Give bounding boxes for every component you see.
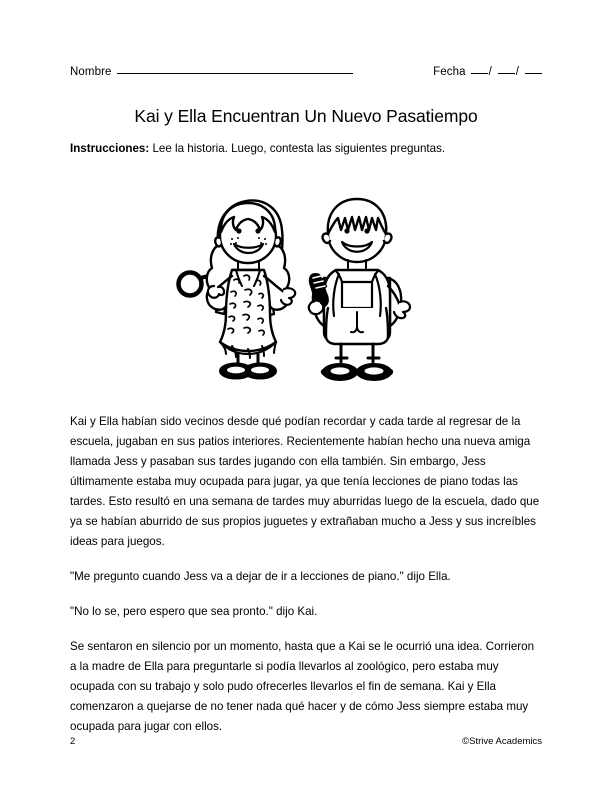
- page-number: 2: [70, 736, 76, 747]
- date-separator-2: /: [515, 66, 519, 78]
- story-paragraph-1: Kai y Ella habían sido vecinos desde qué podían recordar y cada tarde al regresar de la escuela, jugaban en sus patios interiores. Recientemente habían hecho una nueva amiga llamada Jess y pasaban sus tardes jugando con ella también. Sin embargo, Jess últimamente estaba muy ocupada para jugar, ya que tenía lecciones de piano todas las tardes. Esto resultó en una semana de tardes muy aburridas luego de la escuela, dado que ya se habían aburrido de sus propios juguetes y extrañaban mucho a Jess y sus increíbles ideas para juegos.: [70, 415, 540, 548]
- girl-figure: [179, 200, 296, 378]
- worksheet-header: [70, 66, 542, 84]
- date-label: Fecha: [433, 66, 466, 78]
- date-year-blank[interactable]: [525, 73, 542, 74]
- instructions-label: Instrucciones:: [70, 142, 150, 155]
- story-paragraph-2: "Me pregunto cuando Jess va a dejar de ir a lecciones de piano." dijo Ella.: [70, 570, 451, 583]
- copyright-notice: ©Strive Academics: [462, 736, 542, 747]
- date-field-group: [433, 66, 542, 78]
- boy-figure: [309, 199, 410, 380]
- story-illustration: [176, 186, 436, 391]
- story-body: [70, 412, 542, 737]
- name-blank-line[interactable]: [117, 73, 353, 74]
- story-paragraph-3: "No lo se, pero espero que sea pronto." dijo Kai.: [70, 605, 318, 618]
- name-field-group: [70, 66, 353, 78]
- page-title: Kai y Ella Encuentran Un Nuevo Pasatiempo: [134, 106, 478, 126]
- date-month-blank[interactable]: [471, 73, 488, 74]
- instructions-line: [70, 142, 550, 155]
- date-day-blank[interactable]: [498, 73, 515, 74]
- instructions-text: Lee la historia. Luego, contesta las siguientes preguntas.: [149, 142, 446, 155]
- name-label: Nombre: [70, 66, 112, 78]
- page-footer: [70, 736, 542, 747]
- date-separator-1: /: [488, 66, 492, 78]
- story-paragraph-4: Se sentaron en silencio por un momento, hasta que a Kai se le ocurrió una idea. Corrieron a la madre de Ella para preguntarle si podía llevarlos al zoológico, pero estaba muy ocupada con su trabajo y solo pudo ofrecerles llevarlos el fin de semana. Kai y Ella comenzaron a quejarse de no tener nada qué hacer y de cómo Jess siempre estaba muy ocupada para jugar con ellos.: [70, 640, 535, 733]
